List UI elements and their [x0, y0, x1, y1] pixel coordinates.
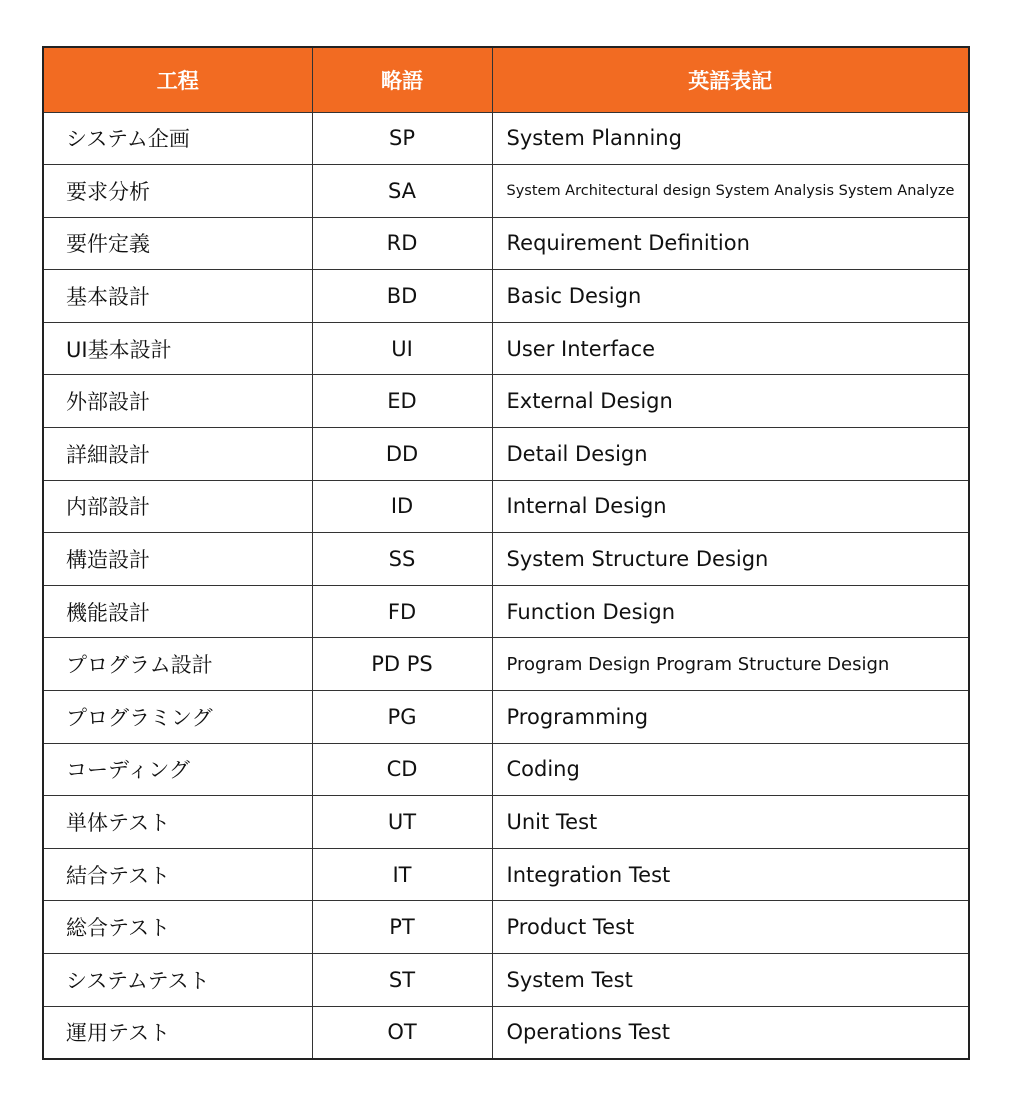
process-cell: プログラム設計: [43, 638, 312, 691]
table-row: [43, 691, 969, 744]
table-header: [43, 47, 969, 112]
english-cell: System Structure Design: [492, 533, 969, 586]
table-row: [43, 848, 969, 901]
english-cell: Basic Design: [492, 270, 969, 323]
english-cell: Coding: [492, 743, 969, 796]
table-row: [43, 533, 969, 586]
process-terms-table: [42, 46, 970, 1060]
abbreviation-cell: PT: [312, 901, 492, 954]
table-row: [43, 585, 969, 638]
process-cell: コーディング: [43, 743, 312, 796]
abbreviation-cell: BD: [312, 270, 492, 323]
process-cell: システムテスト: [43, 954, 312, 1007]
english-cell: Product Test: [492, 901, 969, 954]
abbreviation-cell: ED: [312, 375, 492, 428]
process-cell: 内部設計: [43, 480, 312, 533]
table-row: [43, 322, 969, 375]
english-cell: Detail Design: [492, 428, 969, 481]
process-cell: プログラミング: [43, 691, 312, 744]
abbreviation-cell: UT: [312, 796, 492, 849]
english-cell: System Test: [492, 954, 969, 1007]
header-row: [43, 47, 969, 112]
table-row: [43, 165, 969, 218]
english-cell: Programming: [492, 691, 969, 744]
table-row: [43, 1006, 969, 1059]
header-abbreviation: 略語: [312, 47, 492, 112]
abbreviation-cell: DD: [312, 428, 492, 481]
abbreviation-cell: PD PS: [312, 638, 492, 691]
table-row: [43, 375, 969, 428]
english-cell: Operations Test: [492, 1006, 969, 1059]
process-cell: 運用テスト: [43, 1006, 312, 1059]
abbreviation-cell: ST: [312, 954, 492, 1007]
table-row: [43, 954, 969, 1007]
english-cell: Requirement Definition: [492, 217, 969, 270]
abbreviation-cell: CD: [312, 743, 492, 796]
abbreviation-cell: SS: [312, 533, 492, 586]
abbreviation-cell: SP: [312, 112, 492, 165]
table-row: [43, 901, 969, 954]
process-cell: 単体テスト: [43, 796, 312, 849]
process-cell: 構造設計: [43, 533, 312, 586]
abbreviation-cell: FD: [312, 585, 492, 638]
abbreviation-cell: RD: [312, 217, 492, 270]
process-cell: システム企画: [43, 112, 312, 165]
table-body: [43, 112, 969, 1059]
table-row: [43, 428, 969, 481]
table-row: [43, 743, 969, 796]
table-row: [43, 480, 969, 533]
table-row: [43, 270, 969, 323]
abbreviation-cell: UI: [312, 322, 492, 375]
english-cell: External Design: [492, 375, 969, 428]
process-cell: 機能設計: [43, 585, 312, 638]
process-cell: 基本設計: [43, 270, 312, 323]
abbreviation-cell: PG: [312, 691, 492, 744]
english-cell: Program Design Program Structure Design: [492, 638, 969, 691]
abbreviation-cell: SA: [312, 165, 492, 218]
process-cell: 結合テスト: [43, 848, 312, 901]
english-cell: Integration Test: [492, 848, 969, 901]
table-row: [43, 112, 969, 165]
process-cell: UI基本設計: [43, 322, 312, 375]
process-cell: 要件定義: [43, 217, 312, 270]
english-cell: User Interface: [492, 322, 969, 375]
english-cell: Unit Test: [492, 796, 969, 849]
process-cell: 要求分析: [43, 165, 312, 218]
abbreviation-cell: OT: [312, 1006, 492, 1059]
abbreviation-cell: IT: [312, 848, 492, 901]
header-process: 工程: [43, 47, 312, 112]
process-cell: 総合テスト: [43, 901, 312, 954]
table-row: [43, 796, 969, 849]
english-cell: Function Design: [492, 585, 969, 638]
abbreviation-cell: ID: [312, 480, 492, 533]
table-row: [43, 217, 969, 270]
process-cell: 詳細設計: [43, 428, 312, 481]
table-row: [43, 638, 969, 691]
english-cell: System Architectural design System Analysis System Analyze: [492, 165, 969, 218]
header-english: 英語表記: [492, 47, 969, 112]
english-cell: Internal Design: [492, 480, 969, 533]
process-cell: 外部設計: [43, 375, 312, 428]
english-cell: System Planning: [492, 112, 969, 165]
